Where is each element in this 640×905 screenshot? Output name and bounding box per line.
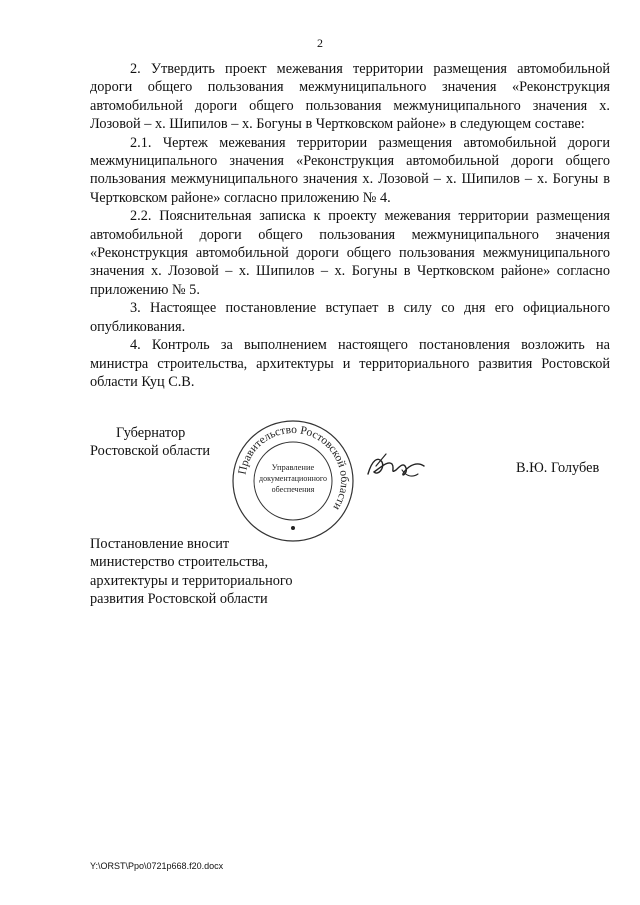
- stamp-inner-line1: Управление: [271, 462, 315, 472]
- signature-block: [0, 418, 640, 538]
- governor-title-line2: Ростовской области: [90, 443, 211, 460]
- paragraph-2: 2. Утвердить проект межевания территории размещения автомобильной дороги общего пользования межмуниципального значения «Реконструкция автомобильной дороги общего пользования межмуниципального значения х. Лозовой – х. Шипилов – х. Богуны в Чертковском районе» в следующем составе:: [90, 61, 610, 133]
- governor-title: [90, 424, 230, 461]
- governor-name: В.Ю. Голубев: [516, 460, 600, 476]
- submitted-line: развития Ростовской области: [90, 591, 268, 608]
- page-number: 2: [317, 36, 323, 50]
- stamp-inner-line3: обеспечения: [271, 485, 315, 494]
- handwritten-signature-icon: [362, 448, 432, 488]
- paragraph-2-1: 2.1. Чертеж межевания территории размещения автомобильной дороги межмуниципального значения «Реконструкция автомобильной дороги общего пользования межмуниципального значения х. Лозовой – х. Шипилов – х. Богуны в Чертковском районе» согласно приложению № 4.: [90, 134, 610, 206]
- paragraph-3: 3. Настоящее постановление вступает в силу со дня его официального опубликования.: [90, 300, 610, 335]
- paragraph-2-2: 2.2. Пояснительная записка к проекту межевания территории размещения автомобильной дороги общего пользования межмуниципального значения «Реконструкция автомобильной дороги общего пользования межмуниципального значения х. Лозовой – х. Шипилов – х. Богуны в Чертковском районе» согласно приложению № 5.: [90, 208, 610, 298]
- stamp-outer-text: Правительство Ростовской области: [236, 423, 351, 513]
- file-path: Y:\ORST\Ppo\0721p668.f20.docx: [90, 861, 224, 871]
- submitted-line: министерство строительства,: [90, 554, 269, 571]
- submitted-by-block: [90, 535, 350, 609]
- official-stamp-icon: [230, 418, 356, 544]
- stamp-inner-line2: документационного: [259, 474, 327, 483]
- governor-title-line1: Губернатор: [116, 425, 186, 441]
- document-body: [90, 60, 610, 391]
- submitted-line: Постановление вносит: [90, 536, 230, 552]
- paragraph-4: 4. Контроль за выполнением настоящего постановления возложить на министра строительства, архитектуры и территориального развития Ростовской области Куц С.В.: [90, 337, 610, 390]
- submitted-line: архитектуры и территориального: [90, 572, 293, 589]
